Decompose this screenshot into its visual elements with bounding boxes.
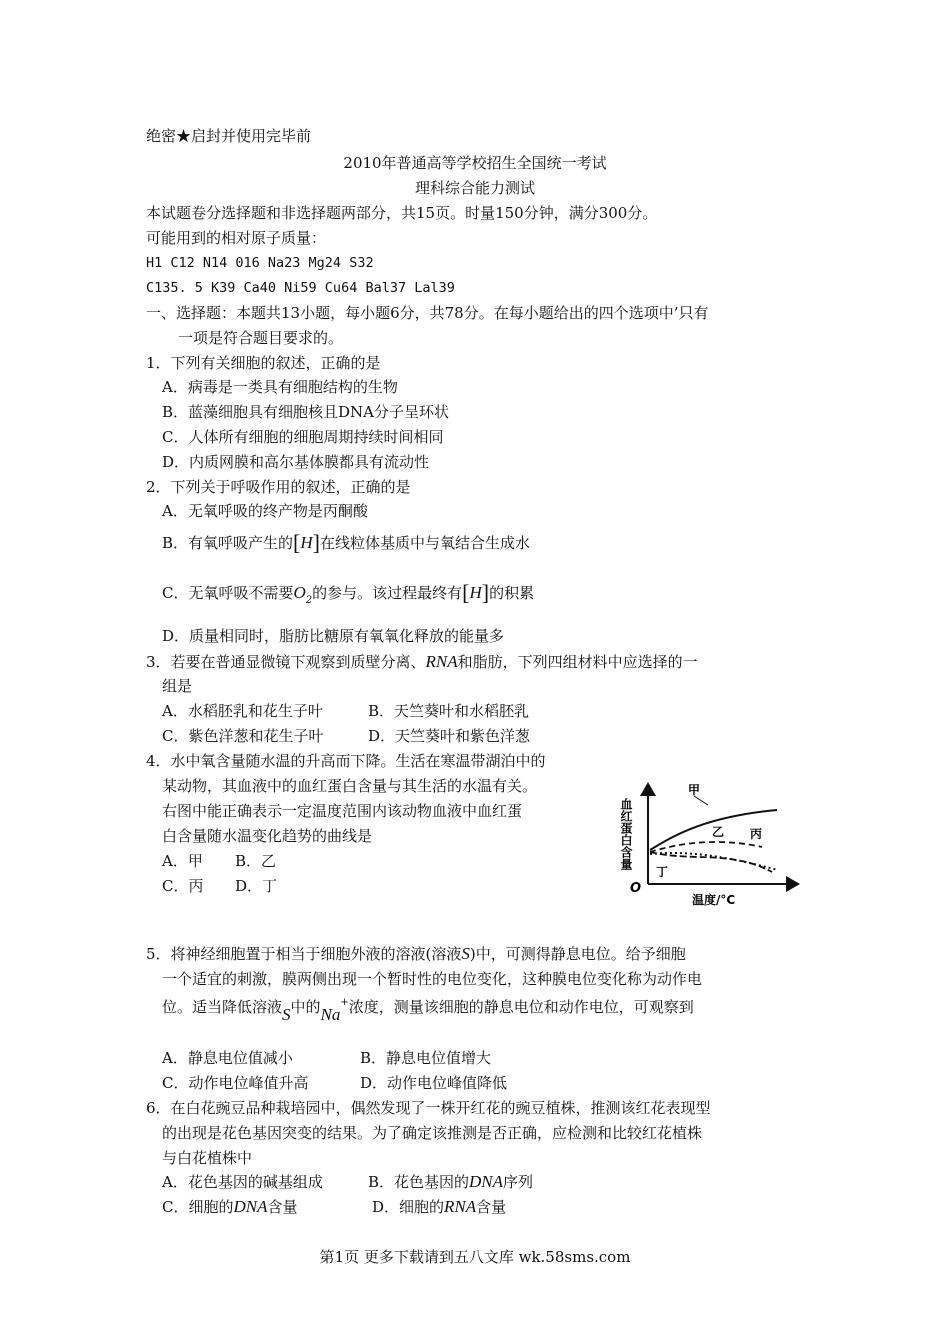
q2-c-oxygen-sub: 2 (305, 595, 313, 606)
q5-sodium: Na (320, 1005, 341, 1024)
x-axis-label: 温度/°C (692, 893, 736, 907)
q4-option-c: C．丙 (162, 877, 204, 895)
q3-stem (146, 652, 698, 672)
q3-option-a: A．水稻胚乳和花生子叶 (162, 702, 323, 720)
q2-option-a: A．无氧呼吸的终产物是丙酮酸 (162, 502, 368, 520)
curve-yi (650, 842, 762, 852)
q4-line-4: 白含量随水温变化趋势的曲线是 (162, 827, 373, 845)
q2-b-post: 在线粒体基质中与氧结合生成水 (319, 534, 530, 552)
q6-c-dna: DNA (233, 1197, 268, 1216)
q4-option-a: A．甲 (162, 852, 203, 870)
curve-bing-label: 丙 (750, 827, 763, 841)
curve-ding-label: 丁 (656, 865, 669, 879)
intro-text: 本试题卷分选择题和非选择题两部分，共15页。时量150分钟，满分300分。 (146, 204, 658, 222)
q6-option-b: B．花色基因的DNA序列 (368, 1172, 534, 1191)
q2-c-mid: 的参与。该过程最终有 (312, 584, 463, 602)
q5-option-a: A．静息电位值减小 (162, 1049, 293, 1067)
q6-option-a: A．花色基因的碱基组成 (162, 1173, 323, 1191)
exam-title: 2010年普通高等学校招生全国统一考试 (343, 154, 607, 172)
q2-b-symbol: H (300, 533, 313, 552)
q6-b-dna: DNA (469, 1172, 504, 1191)
q5-solution-s: S (461, 944, 470, 963)
q4-figure (612, 772, 812, 912)
q3-stem-post: 和脂肪，下列四组材料中应选择的一 (457, 653, 698, 671)
q6-line-2: 的出现是花色基因突变的结果。为了确定该推测是否正确，应检测和比较红花植株 (162, 1124, 703, 1142)
q2-c-oxygen: O (293, 583, 306, 602)
exam-subtitle: 理科综合能力测试 (414, 179, 535, 197)
q4-line-1: 4．水中氧含量随水温的升高而下降。生活在寒温带湖泊中的 (146, 752, 546, 770)
q5-solution-s-2: S (282, 1005, 291, 1024)
q3-option-d: D．天竺葵叶和紫色洋葱 (368, 727, 531, 745)
q6-d-rna: RNA (444, 1197, 477, 1216)
q3-option-b: B．天竺葵叶和水稻胚乳 (368, 702, 530, 720)
q3-stem-pre: 3．若要在普通显微镜下观察到质壁分离、 (146, 653, 426, 671)
q6-line-3: 与白花植株中 (162, 1149, 253, 1167)
q2-c-symbol: H (469, 583, 482, 602)
q5-sodium-charge: + (340, 997, 349, 1008)
atomic-label: 可能用到的相对原子质量： (146, 229, 327, 247)
section-heading-cont: 一项是符合题目要求的。 (178, 329, 344, 347)
atomic-line-2: C135. 5 K39 Ca40 Ni59 Cu64 Bal37 Lal39 (146, 280, 455, 296)
origin-label: O (630, 881, 642, 896)
q3-rna: RNA (425, 652, 458, 671)
q2-option-c: C．无氧呼吸不需要$O_2$的参与。该过程最终有[H]的积累 (162, 580, 535, 606)
curve-ding (650, 853, 778, 870)
q2-stem: 2．下列关于呼吸作用的叙述，正确的是 (146, 478, 411, 496)
curve-yi-label: 乙 (712, 825, 725, 839)
q1-option-a: A．病毒是一类具有细胞结构的生物 (162, 378, 398, 396)
q5-line-1: 5．将神经细胞置于相当于细胞外液的溶液(溶液S)中，可测得静息电位。给予细胞 (146, 944, 686, 963)
secret-label: 绝密★启封并使用完毕前 (146, 127, 312, 145)
q2-option-b: B．有氧呼吸产生的[H]在线粒体基质中与氧结合生成水 (162, 530, 530, 555)
q5-line-2: 一个适宜的刺激，膜两侧出现一个暂时性的电位变化，这种膜电位变化称为动作电 (162, 970, 703, 988)
q1-option-c: C．人体所有细胞的细胞周期持续时间相同 (162, 428, 444, 446)
section-heading: 一、选择题：本题共13小题，每小题6分，共78分。在每小题给出的四个选项中’只有 (146, 304, 709, 322)
q5-option-c: C．动作电位峰值升高 (162, 1074, 309, 1092)
q4-line-3: 右图中能正确表示一定温度范围内该动物血液中血红蛋 (162, 802, 523, 820)
curve-jia-label: 甲 (688, 783, 701, 797)
q5-line-3: 位。适当降低溶液S中的Na+浓度，测量该细胞的静息电位和动作电位，可观察到 (162, 997, 694, 1024)
q4-option-b: B．乙 (235, 852, 277, 870)
q6-line-1: 6．在白花豌豆品种栽培园中，偶然发现了一株开红花的豌豆植株，推测该红花表现型 (146, 1099, 711, 1117)
q2-c-pre: C．无氧呼吸不需要 (162, 584, 294, 602)
q1-option-b: B．蓝藻细胞具有细胞核且DNA分子呈环状 (162, 403, 450, 421)
q1-option-d: D．内质网膜和高尔基体膜都具有流动性 (162, 453, 430, 471)
y-axis-label: 血红蛋白含量 (619, 798, 633, 870)
q6-option-c: C．细胞的DNA含量 (162, 1197, 298, 1216)
q3-option-c: C．紫色洋葱和花生子叶 (162, 727, 324, 745)
page-footer: 第1页 更多下载请到五八文库 wk.58sms.com (319, 1248, 631, 1266)
q4-option-d: D．丁 (235, 877, 278, 895)
q2-c-post: 的积累 (489, 584, 535, 602)
q6-option-d: D．细胞的RNA含量 (372, 1197, 507, 1216)
q2-option-d: D．质量相同时，脂肪比糖原有氧氧化释放的能量多 (162, 627, 505, 645)
q1-stem: 1．下列有关细胞的叙述，正确的是 (146, 354, 381, 372)
atomic-line-1: H1 C12 N14 016 Na23 Mg24 S32 (146, 255, 374, 271)
q5-option-d: D．动作电位峰值降低 (360, 1074, 508, 1092)
q3-stem-cont: 组是 (162, 677, 193, 695)
q4-line-2: 某动物，其血液中的血红蛋白含量与其生活的水温有关。 (162, 777, 538, 795)
q2-b-pre: B．有氧呼吸产生的 (162, 534, 294, 552)
q5-option-b: B．静息电位值增大 (360, 1049, 492, 1067)
